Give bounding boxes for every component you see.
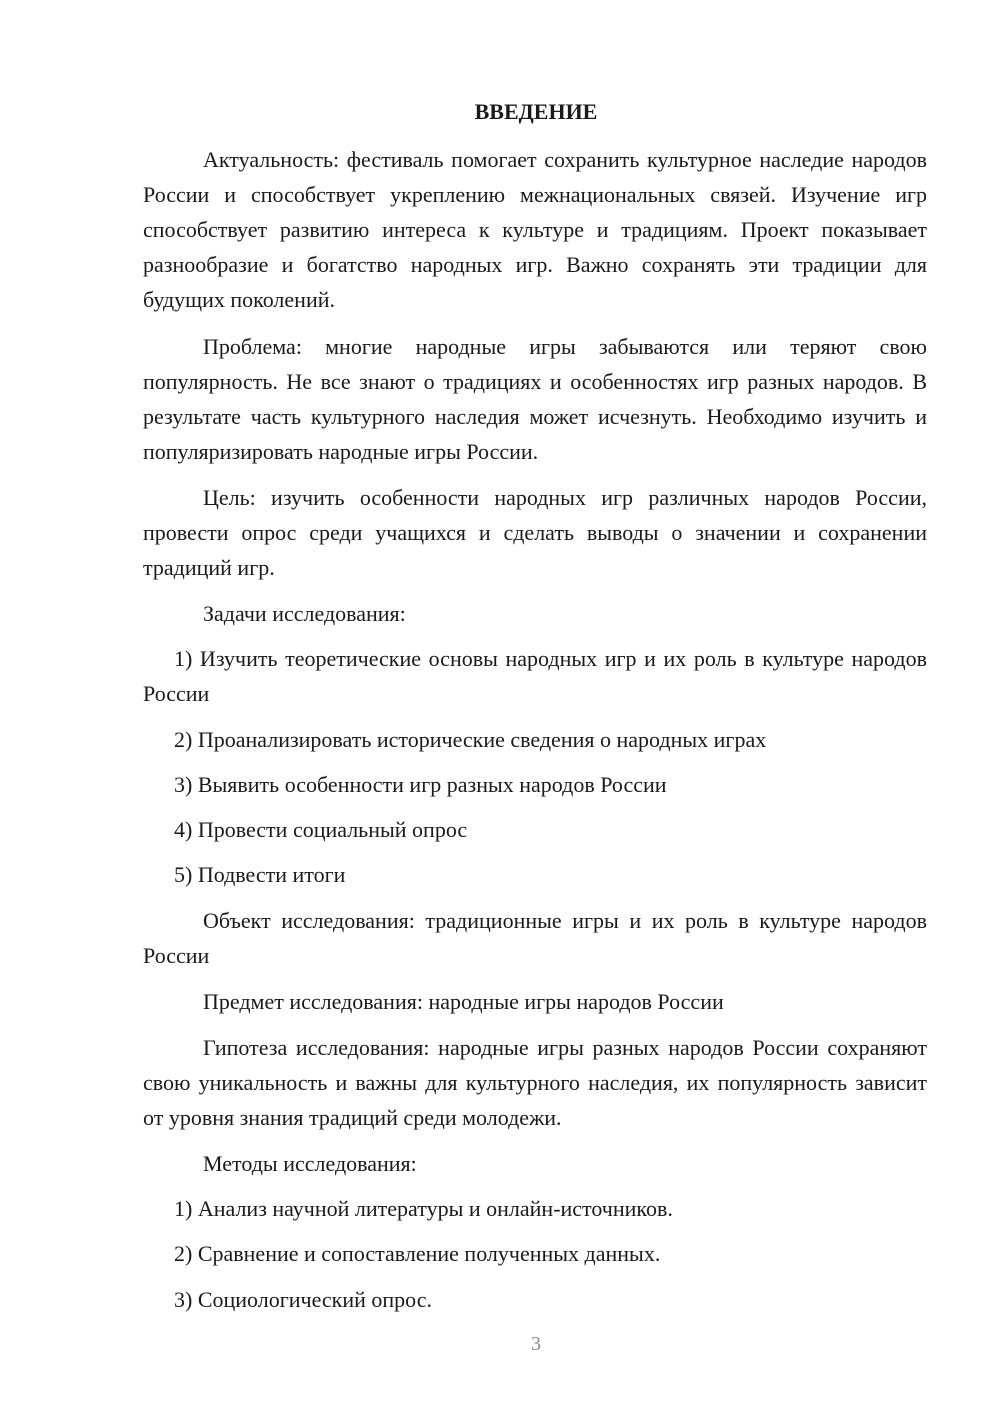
paragraph-goal: Цель: изучить особенности народных игр различных народов России, провести опрос среди учащихся и сделать выводы о значении и сохранении традиций игр. — [143, 485, 927, 580]
paragraph-relevance: Актуальность: фестиваль помогает сохранить культурное наследие народов России и способствует укреплению межнациональных связей. Изучение игр способствует развитию интереса к культуре и традициям. Проект показывает разнообразие и богатство народных игр. Важно сохранять эти традиции для будущих поколений. — [143, 147, 927, 312]
page-number: 3 — [531, 1333, 541, 1355]
list-item: 3) Выявить особенности игр разных народов России — [174, 772, 667, 797]
list-item: 4) Провести социальный опрос — [174, 817, 468, 842]
list-item: 2) Сравнение и сопоставление полученных данных. — [174, 1241, 661, 1266]
list-item: 2) Проанализировать исторические сведения о народных играх — [174, 727, 767, 752]
paragraph-problem: Проблема: многие народные игры забываются или теряют свою популярность. Не все знают о традициях и особенностях игр разных народов. В результате часть культурного наследия может исчезнуть. Необходимо изучить и популяризировать народные игры России. — [143, 334, 927, 464]
tasks-heading: Задачи исследования: — [203, 601, 406, 626]
methods-heading: Методы исследования: — [203, 1151, 417, 1176]
list-item: 1) Анализ научной литературы и онлайн-источников. — [174, 1196, 673, 1221]
list-item: 3) Социологический опрос. — [174, 1287, 432, 1312]
list-item: 5) Подвести итоги — [174, 862, 346, 887]
paragraph-object: Объект исследования: традиционные игры и их роль в культуре народов России — [143, 908, 927, 968]
paragraph-subject: Предмет исследования: народные игры народов России — [203, 989, 724, 1014]
list-item: 1) Изучить теоретические основы народных игр и их роль в культуре народов России — [143, 646, 927, 706]
page-title: ВВЕДЕНИЕ — [474, 99, 598, 124]
paragraph-hypothesis: Гипотеза исследования: народные игры разных народов России сохраняют свою уникальность и важны для культурного наследия, их популярность зависит от уровня знания традиций среди молодежи. — [143, 1035, 927, 1130]
